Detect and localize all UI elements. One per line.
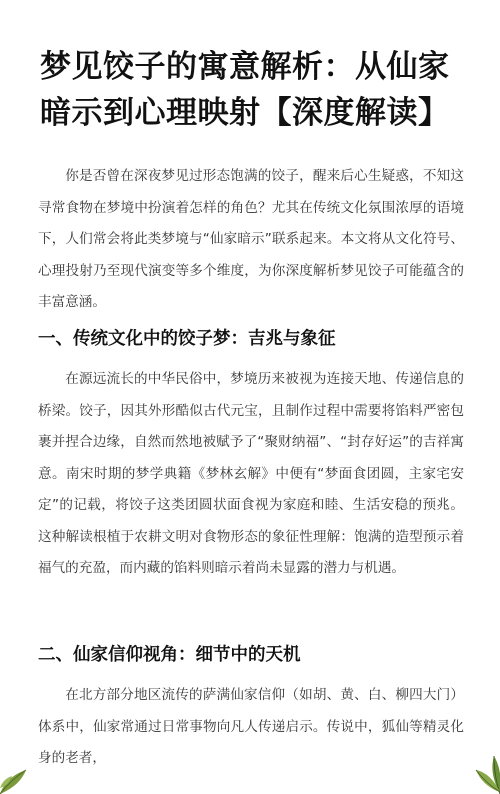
section-1-heading: 一、传统文化中的饺子梦：吉兆与象征 <box>38 329 336 349</box>
article-title: 梦见饺子的寓意解析：从仙家暗示到心理映射【深度解读】 <box>40 49 450 131</box>
section-1-paragraph: 在源远流长的中华民俗中，梦境历来被视为连接天地、传递信息的桥梁。饺子，因其外形酷似古代元宝，且制作过程中需要将馅料严密包裹并捏合边缘，自然而然地被赋予了“聚财纳福”、“封存好运”的吉祥寓意。南宋时期的梦学典籍《梦林玄解》中便有“梦面食团圆，主家宅安定”的记载，将饺子这类团圆状面食视为家庭和睦、生活安稳的预兆。这种解读根植于农耕文明对食物形态的象征性理解：饱满的造型预示着福气的充盈，而内藏的馅料则暗示着尚未显露的潜力与机遇。 <box>38 371 464 576</box>
intro-paragraph: 你是否曾在深夜梦见过形态饱满的饺子，醒来后心生疑惑，不知这寻常食物在梦境中扮演着怎样的角色？尤其在传统文化氛围浓厚的语境下，人们常会将此类梦境与“仙家暗示”联系起来。本文将从文化符号、心理投射乃至现代演变等多个维度，为你深度解析梦见饺子可能蕴含的丰富意涵。 <box>38 168 464 310</box>
leaf-decoration-left-icon <box>0 760 30 794</box>
section-2-heading: 二、仙家信仰视角：细节中的天机 <box>38 645 301 665</box>
section-2-paragraph: 在北方部分地区流传的萨满仙家信仰（如胡、黄、白、柳四大门）体系中，仙家常通过日常事物向凡人传递启示。传说中，狐仙等精灵化身的老者， <box>38 687 464 766</box>
leaf-decoration-right-icon <box>460 752 500 794</box>
